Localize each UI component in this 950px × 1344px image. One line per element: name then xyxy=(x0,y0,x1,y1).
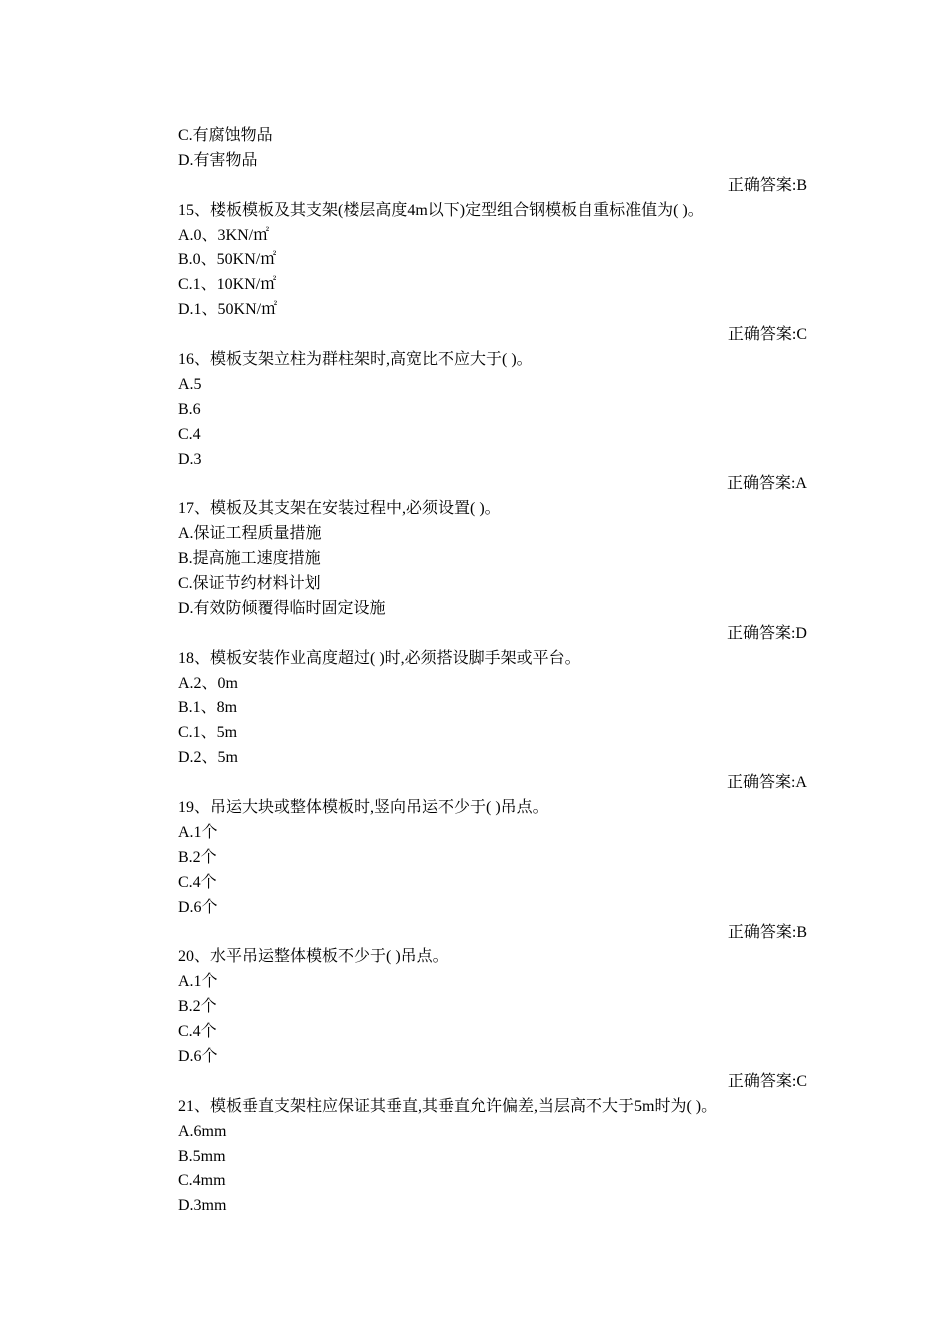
option-line: A.1个 xyxy=(178,823,218,841)
option-line: D.6个 xyxy=(178,1047,218,1065)
question-text: 18、模板安装作业高度超过( )时,必须搭设脚手架或平台。 xyxy=(178,649,581,667)
option-line: A.1个 xyxy=(178,973,218,991)
option-line: A.6mm xyxy=(178,1122,227,1140)
question-text: 19、吊运大块或整体模板时,竖向吊运不少于( )吊点。 xyxy=(178,799,549,817)
question-text: 17、模板及其支架在安装过程中,必须设置( )。 xyxy=(178,500,501,518)
option-line: C.4个 xyxy=(178,1023,217,1041)
question-text: 20、水平吊运整体模板不少于( )吊点。 xyxy=(178,948,449,966)
option-line: C.4mm xyxy=(178,1172,226,1190)
option-line: B.1、8m xyxy=(178,699,238,717)
option-line: C.1、5m xyxy=(178,724,238,742)
option-line: B.2个 xyxy=(178,998,217,1016)
answer-line: 正确答案:A xyxy=(726,475,807,493)
answer-line: 正确答案:B xyxy=(727,923,807,941)
option-line: A.2、0m xyxy=(178,674,239,692)
answer-line: 正确答案:D xyxy=(726,624,807,642)
option-line: A.保证工程质量措施 xyxy=(178,525,322,543)
option-line: A.5 xyxy=(178,375,202,393)
option-line: A.0、3KN/㎡ xyxy=(178,226,270,244)
option-line: C.有腐蚀物品 xyxy=(178,127,273,144)
answer-line: 正确答案:C xyxy=(727,1072,807,1090)
option-line: D.2、5m xyxy=(178,749,239,767)
option-line: B.5mm xyxy=(178,1147,226,1165)
option-line: C.1、10KN/㎡ xyxy=(178,276,277,294)
option-line: C.4个 xyxy=(178,873,217,891)
answer-line: 正确答案:B xyxy=(727,176,807,194)
option-line: B.6 xyxy=(178,400,201,418)
option-line: C.保证节约材料计划 xyxy=(178,575,321,593)
option-line: D.有害物品 xyxy=(178,151,258,169)
question-text: 15、楼板模板及其支架(楼层高度4m以下)定型组合钢模板自重标准值为( )。 xyxy=(178,201,704,219)
answer-line: 正确答案:A xyxy=(726,774,807,792)
option-line: D.6个 xyxy=(178,898,218,916)
option-line: D.有效防倾覆得临时固定设施 xyxy=(178,599,386,617)
question-text: 21、模板垂直支架柱应保证其垂直,其垂直允许偏差,当层高不大于5m时为( )。 xyxy=(178,1097,718,1115)
option-line: D.1、50KN/㎡ xyxy=(178,301,278,319)
option-line: C.4 xyxy=(178,425,201,443)
option-line: B.提高施工速度措施 xyxy=(178,550,321,568)
answer-line: 正确答案:C xyxy=(727,326,807,344)
question-text: 16、模板支架立柱为群柱架时,高宽比不应大于( )。 xyxy=(178,351,533,369)
option-line: B.0、50KN/㎡ xyxy=(178,251,277,269)
option-line: D.3mm xyxy=(178,1197,227,1215)
option-line: D.3 xyxy=(178,450,202,468)
question-list xyxy=(178,124,807,1219)
option-line: B.2个 xyxy=(178,848,217,866)
